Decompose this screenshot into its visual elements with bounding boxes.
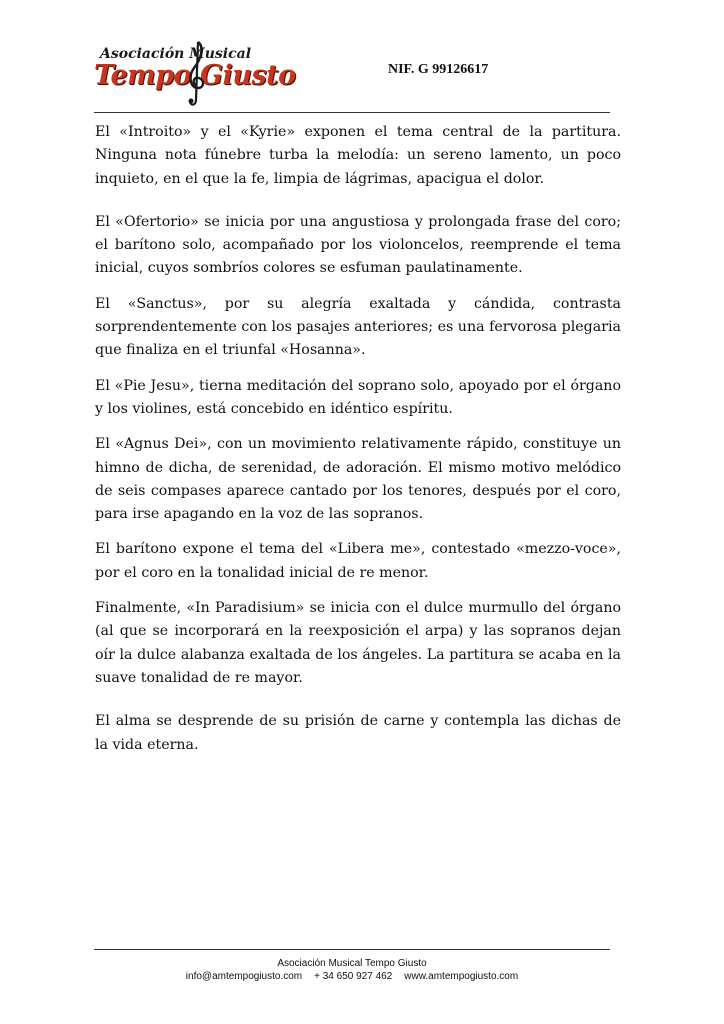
- paragraph-pie-jesu: El «Pie Jesu», tierna meditación del soprano solo, apoyado por el órgano y los violines, está concebido en idéntico espíritu.: [95, 377, 621, 417]
- paragraph-in-paradisium: Finalmente, «In Paradisium» se inicia con el dulce murmullo del órgano (al que se incorporará en la reexposición el arpa) y las sopranos dejan oír la dulce alabanza exaltada de los ángeles. La partitura se acaba en la suave tonalidad de re mayor.: [95, 600, 621, 686]
- tax-id: NIF. G 99126617: [388, 62, 489, 77]
- paragraph-agnus-dei: El «Agnus Dei», con un movimiento relativamente rápido, constituye un himno de dicha, de serenidad, de adoración. El mismo motivo melódico de seis compases aparece cantado por los tenores, después por el coro, para irse apagando en la voz de las sopranos.: [95, 436, 621, 523]
- organization-logo: [94, 40, 296, 112]
- paragraph-ofertorio: El «Ofertorio» se inicia por una angustiosa y prolongada frase del coro; el barítono solo, acompañado por los violoncelos, reemprende el tema inicial, cuyos sombríos colores se esfuman paulatinamente.: [95, 213, 621, 277]
- paragraph-sanctus: El «Sanctus», por su alegría exaltada y cándida, contrasta sorprendentemente con los pasajes anteriores; es una fervorosa plegaria que finaliza en el triunfal «Hosanna».: [95, 295, 621, 359]
- header-divider: [94, 112, 610, 113]
- logo-text-name: Tempo Giusto: [94, 60, 296, 91]
- footer-email[interactable]: info@amtempogiusto.com: [185, 971, 303, 982]
- paragraph-closing: El alma se desprende de su prisión de carne y contempla las dichas de la vida eterna.: [95, 713, 621, 753]
- footer-website[interactable]: www.amtempogiusto.com: [404, 971, 519, 982]
- page-footer: [94, 957, 610, 983]
- footer-divider: [94, 949, 610, 950]
- treble-clef-icon: [186, 38, 208, 108]
- footer-org-name: Asociación Musical Tempo Giusto: [277, 958, 427, 969]
- paragraph-introito: El «Introito» y el «Kyrie» exponen el tema central de la partitura. Ninguna nota fúnebre turba la melodía: un sereno lamento, un poco inquieto, en el que la fe, limpia de lágrimas, apacigua el dolor.: [95, 124, 621, 187]
- logo-text-association: Asociación Musical: [100, 46, 252, 62]
- footer-contact: [94, 970, 610, 983]
- paragraph-libera-me: El barítono expone el tema del «Libera me», contestado «mezzo-voce», por el coro en la tonalidad inicial de re menor.: [95, 541, 621, 581]
- document-body: [95, 121, 621, 769]
- footer-phone: + 34 650 927 462: [314, 971, 393, 982]
